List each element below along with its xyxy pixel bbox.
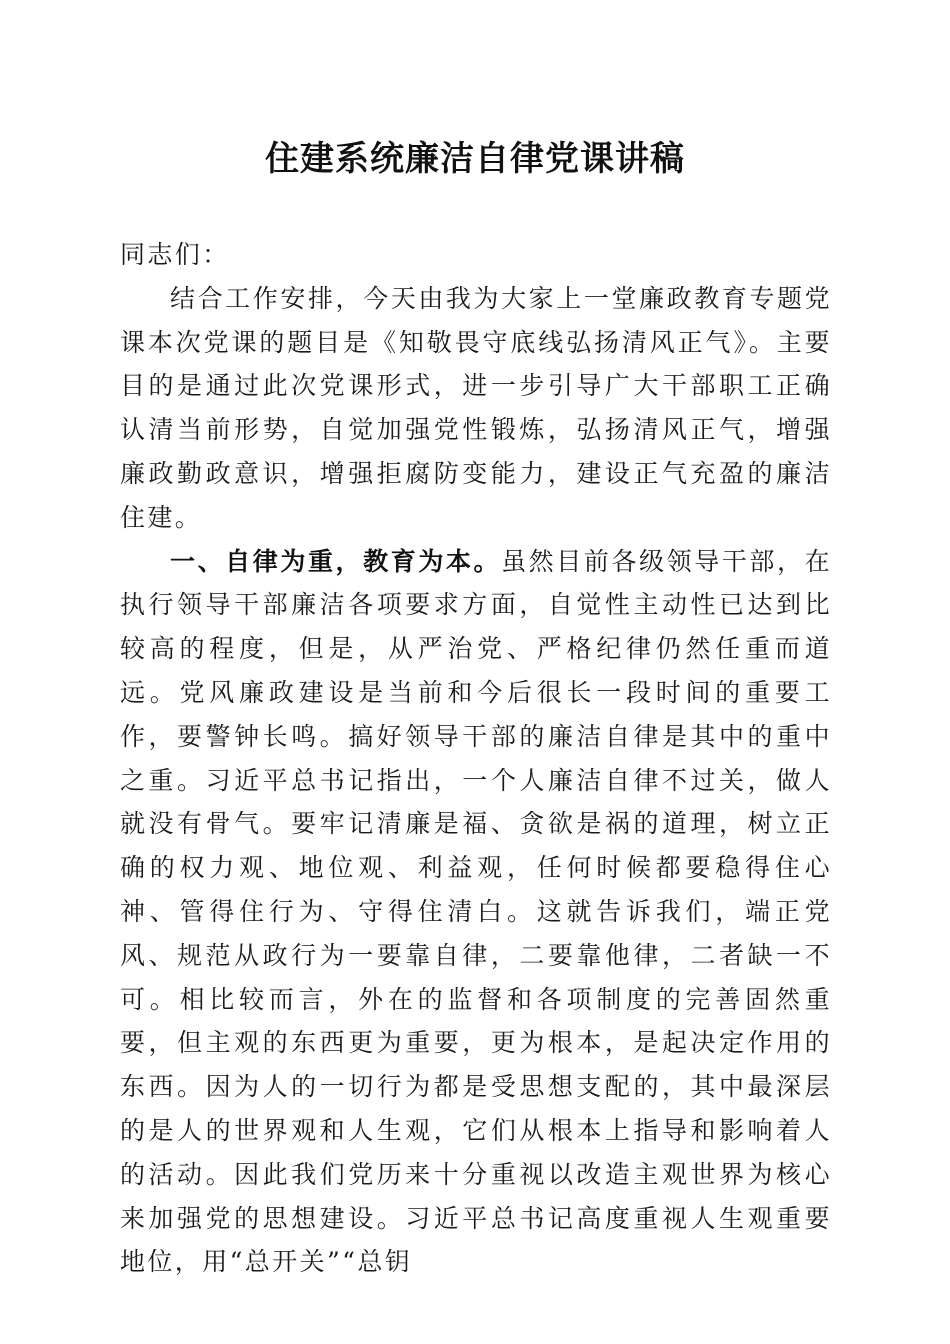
salutation: 同志们： [120, 240, 230, 269]
intro-paragraph: 结合工作安排，今天由我为大家上一堂廉政教育专题党课本次党课的题目是《知敬畏守底线弘扬清风正气》。主要目的是通过此次党课形式，进一步引导广大干部职工正确认清当前形势，自觉加强党性锻炼，弘扬清风正气，增强廉政勤政意识，增强拒腐防变能力，建设正气充盈的廉洁住建。 [120, 283, 832, 532]
section-1-text: 虽然目前各级领导干部，在执行领导干部廉洁各项要求方面，自觉性主动性已达到比较高的程度，但是，从严治党、严格纪律仍然任重而道远。党风廉政建设是当前和今后很长一段时间的重要工作，要警钟长鸣。搞好领导干部的廉洁自律是其中的重中之重。习近平总书记指出，一个人廉洁自律不过关，做人就没有骨气。要牢记清廉是福、贪欲是祸的道理，树立正确的权力观、地位观、利益观，任何时候都要稳得住心神、管得住行为、守得住清白。这就告诉我们，端正党风、规范从政行为一要靠自律，二要靠他律，二者缺一不可。相比较而言，外在的监督和各项制度的完善固然重要，但主观的东西更为重要，更为根本，是起决定作用的东西。因为人的一切行为都是受思想支配的，其中最深层的是人的世界观和人生观，它们从根本上指导和影响着人的活动。因此我们党历来十分重视以改造主观世界为核心来加强党的思想建设。习近平总书记高度重视人生观重要地位，用“总开关”“总钥 [120, 546, 832, 1277]
section-1-paragraph [120, 540, 832, 1285]
document-title: 住建系统廉洁自律党课讲稿 [265, 139, 685, 179]
section-1-heading: 一、自律为重，教育为本。 [170, 546, 502, 576]
document-body [120, 233, 832, 1284]
